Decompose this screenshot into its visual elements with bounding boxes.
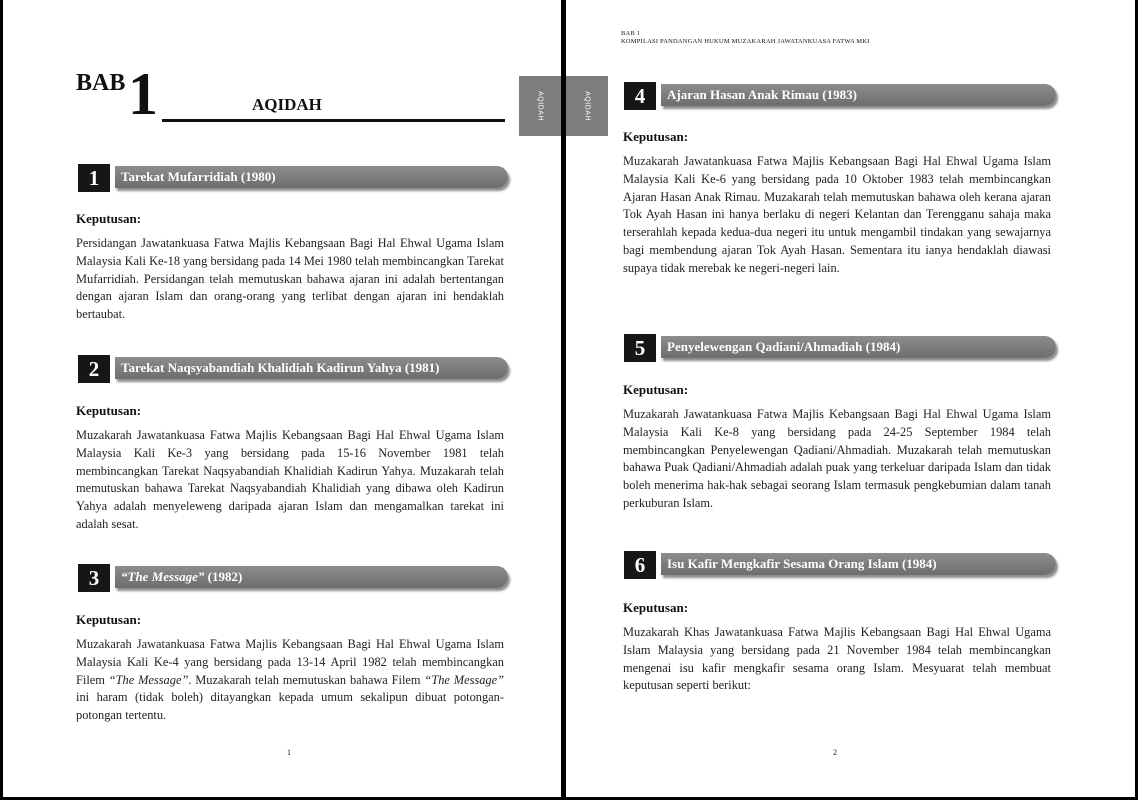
section-3-film-title-1: “The Message” [108, 672, 189, 687]
section-2-title: Tarekat Naqsyabandiah Khalidiah Kadirun Yahya (1981) [121, 360, 440, 375]
section-3-film-title-2: “The Message” [424, 672, 504, 687]
side-tab-aqidah [566, 76, 608, 136]
frame-left-edge [0, 0, 3, 800]
section-1-text: Persidangan Jawatankuasa Fatwa Majlis Kebangsaan Bagi Hal Ehwal Ugama Islam Malaysia Kali Ke-18 yang bersidang pada 14 Mei 1980 telah membincangkan Tarekat Mufarridiah. Persidangan telah memutuskan bahawa ajaran ini adalah bertentangan dengan ajaran Islam dan orang-orang yang terlibat dengan ajaran ini hendaklah bertaubat. [76, 236, 504, 322]
section-4-header [624, 82, 1056, 110]
section-3-decision-label: Keputusan: [76, 612, 142, 627]
section-3-header [78, 564, 508, 592]
section-3-text-part-2: . Muzakarah telah memutuskan bahawa Filem [188, 672, 425, 687]
section-4-title-bar [661, 84, 1056, 106]
section-6-header [624, 551, 1056, 579]
section-4-text: Muzakarah Jawatankuasa Fatwa Majlis Kebangsaan Bagi Hal Ehwal Ugama Islam Malaysia Kali Ke-6 yang bersidang pada 10 Oktober 1983 telah membincangkan Ajaran Hasan Anak Rimau. Muzakarah telah memutuskan bahawa oleh kerana ajaran Tok Ayah Hasan ini hanya berlaku di negeri Kelantan dan Terengganu sahaja maka terserahlah kepada kedua-dua negeri itu untuk mengambil tindakan yang sewajarnya bagi membendung ajaran Tok Ayah Hasan. Sementara itu ianya hendaklah diawasi supaya tidak merebak ke negeri-negeri lain. [623, 154, 1051, 275]
chapter-label: BAB [76, 70, 126, 96]
section-5-number: 5 [624, 334, 656, 362]
section-5-title: Penyelewengan Qadiani/Ahmadiah (1984) [667, 339, 901, 354]
section-6-text: Muzakarah Khas Jawatankuasa Fatwa Majlis Kebangsaan Bagi Hal Ehwal Ugama Islam Malaysia yang bersidang pada 21 November 1984 telah membincangkan mengenai isu kafir mengkafir sesama orang Islam. Mesyuarat telah membuat keputusan seperti berikut: [623, 625, 1051, 693]
section-6-number: 6 [624, 551, 656, 579]
chapter-title-rule [162, 119, 505, 122]
section-2-text: Muzakarah Jawatankuasa Fatwa Majlis Kebangsaan Bagi Hal Ehwal Ugama Islam Malaysia Kali Ke-3 yang bersidang pada 15-16 November 1981 telah membincangkan Tarekat Naqsyabandiah Khalidiah Kadirun Yahya. Muzakarah telah memutuskan bahawa Tarekat Naqsyabandiah Khalidiah yang dibawa oleh Kadirun Yahya adalah menyeleweng daripada ajaran Islam dan mengamalkan tarekat ini adalah sesat. [76, 428, 504, 531]
section-5-title-bar [661, 336, 1056, 358]
section-3-number: 3 [78, 564, 110, 592]
section-2-decision-label: Keputusan: [76, 403, 142, 418]
section-4-title: Ajaran Hasan Anak Rimau (1983) [667, 87, 857, 102]
page-gutter-divider [561, 0, 566, 800]
section-2-title-bar [115, 357, 508, 379]
chapter-title: AQIDAH [252, 95, 322, 114]
running-head-title: KOMPILASI PANDANGAN HUKUM MUZAKARAH JAWATANKUASA FATWA MKI [621, 38, 870, 45]
section-6-title: Isu Kafir Mengkafir Sesama Orang Islam (1984) [667, 556, 937, 571]
section-2-number: 2 [78, 355, 110, 383]
section-1-title: Tarekat Mufarridiah (1980) [121, 169, 276, 184]
section-6-decision-label: Keputusan: [623, 600, 689, 615]
right-page [566, 0, 1138, 800]
page-number-right: 2 [833, 748, 837, 757]
section-5-text: Muzakarah Jawatankuasa Fatwa Majlis Kebangsaan Bagi Hal Ehwal Ugama Islam Malaysia Kali Ke-8 yang bersidang pada 24-25 September 1984 telah membincangkan Penyelewengan Qadiani/Ahmadiah. Muzakarah telah memutuskan bahawa Puak Qadiani/Ahmadiah adalah puak yang terkeluar daripada Islam dan tidak boleh menerima hak-hak sebagai seorang Islam termasuk pengkebumian dalam tanah perkuburan Islam. [623, 407, 1051, 510]
section-3-title [121, 569, 242, 585]
section-1-decision-label: Keputusan: [76, 211, 142, 226]
running-head [621, 30, 870, 46]
section-1-header [78, 164, 508, 192]
section-4-decision-label: Keputusan: [623, 129, 689, 144]
section-3-title-year: (1982) [204, 569, 243, 584]
section-4-number: 4 [624, 82, 656, 110]
section-1-number: 1 [78, 164, 110, 192]
section-5-decision-label: Keputusan: [623, 382, 689, 397]
left-page [0, 0, 561, 800]
section-1-title-bar [115, 166, 508, 188]
section-3-text-part-3: ini haram (tidak boleh) ditayangkan kepada umum sekalipun dibuat potongan-potongan tertentu. [76, 690, 504, 723]
section-5-header [624, 334, 1056, 362]
side-tab-label: AQIDAH [583, 91, 591, 121]
section-6-title-bar [661, 553, 1056, 575]
section-3-title-bar [115, 566, 508, 588]
section-2-header [78, 355, 508, 383]
section-3-text [76, 636, 504, 725]
section-3-title-italic: “The Message” [121, 569, 205, 584]
running-head-chapter: BAB 1 [621, 30, 641, 37]
side-tab-label: AQIDAH [536, 91, 544, 121]
chapter-number: 1 [128, 61, 158, 127]
section-3-text-part-1: Muzakarah Jawatankuasa Fatwa Majlis Kebangsaan Bagi Hal Ehwal Ugama Islam Malaysia Kali Ke-4 yang bersidang pada 13-14 April 1982 telah membincangkan Filem [76, 637, 504, 687]
page-number-left: 1 [287, 748, 291, 757]
side-tab-aqidah [519, 76, 561, 136]
